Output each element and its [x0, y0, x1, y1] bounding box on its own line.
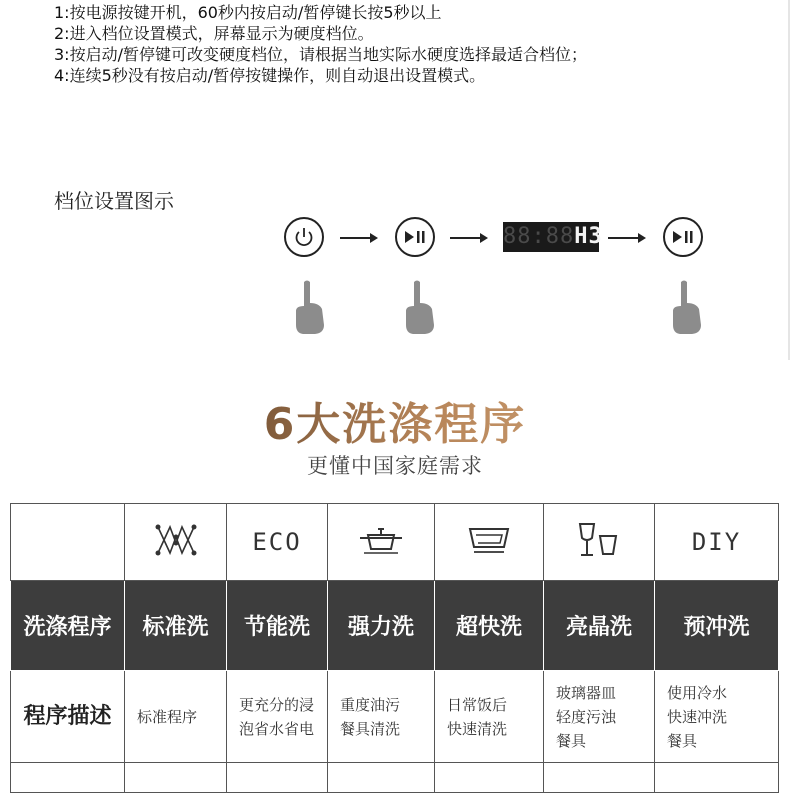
pointing-hand-icon	[293, 279, 327, 335]
program-name-row	[11, 581, 779, 671]
row-label-program: 洗涤程序	[11, 581, 125, 671]
cropped-cell	[227, 763, 328, 793]
eco-icon	[227, 504, 328, 581]
step-1: 1:按电源按键开机，60秒内按启动/暂停键长按5秒以上	[54, 3, 442, 22]
program-name: 预冲洗	[655, 581, 779, 671]
cropped-cell	[11, 763, 125, 793]
pointing-hand-icon	[670, 279, 704, 335]
cropped-cell	[125, 763, 227, 793]
subheadline: 更懂中国家庭需求	[307, 454, 483, 478]
eco-icon-text: ECO	[252, 528, 302, 556]
program-name: 强力洗	[328, 581, 435, 671]
power-button-icon	[284, 217, 324, 257]
intensive-pot-icon	[328, 504, 435, 581]
desc-line: 标准程序	[137, 707, 198, 726]
desc-line: 玻璃器皿	[556, 683, 617, 702]
glass-icon	[544, 504, 655, 581]
program-desc-row	[11, 671, 779, 763]
pointing-hand-icon	[403, 279, 437, 335]
display-level: H3	[574, 224, 603, 249]
program-desc	[544, 671, 655, 763]
hardness-display	[503, 222, 603, 252]
program-desc	[125, 671, 227, 763]
program-table	[10, 503, 779, 793]
desc-line: 泡省水省电	[239, 719, 315, 738]
step-2: 2:进入档位设置模式，屏幕显示为硬度档位。	[54, 24, 374, 43]
desc-line: 快速清洗	[447, 719, 508, 738]
display-dim-digits: 88:88	[503, 224, 575, 249]
desc-line: 快速冲洗	[667, 707, 728, 726]
desc-line: 餐具	[556, 731, 587, 750]
desc-line: 餐具清洗	[340, 719, 401, 738]
start-pause-button-icon	[395, 217, 435, 257]
row-label-desc: 程序描述	[11, 671, 125, 763]
arrow-right-icon	[340, 237, 372, 239]
instruction-steps	[54, 2, 587, 86]
desc-line: 日常饭后	[447, 695, 508, 714]
program-name: 节能洗	[227, 581, 328, 671]
cropped-cell	[328, 763, 435, 793]
arrow-right-icon	[450, 237, 482, 239]
icon-row	[11, 504, 779, 581]
cropped-cell	[544, 763, 655, 793]
diy-icon-text: DIY	[691, 528, 742, 556]
desc-line: 餐具	[667, 731, 698, 750]
step-3: 3:按启动/暂停键可改变硬度档位，请根据当地实际水硬度选择最适合档位；	[54, 45, 587, 64]
headline: 6大洗涤程序	[0, 388, 790, 452]
diagram-title: 档位设置图示	[54, 189, 174, 213]
program-desc	[435, 671, 544, 763]
program-desc	[655, 671, 779, 763]
program-desc	[227, 671, 328, 763]
program-name: 超快洗	[435, 581, 544, 671]
cropped-cell	[655, 763, 779, 793]
empty-cell	[11, 504, 125, 581]
desc-line: 更充分的浸	[239, 695, 315, 714]
desc-line: 轻度污浊	[556, 707, 617, 726]
arrow-right-icon	[608, 237, 640, 239]
cropped-cell	[435, 763, 544, 793]
program-desc	[328, 671, 435, 763]
standard-wash-icon	[125, 504, 227, 581]
desc-line: 使用冷水	[667, 683, 728, 702]
desc-line: 重度油污	[340, 695, 401, 714]
cropped-row	[11, 763, 779, 793]
start-pause-button-icon	[663, 217, 703, 257]
program-name: 亮晶洗	[544, 581, 655, 671]
program-name: 标准洗	[125, 581, 227, 671]
step-4: 4:连续5秒没有按启动/暂停按键操作，则自动退出设置模式。	[54, 66, 486, 85]
diy-icon	[655, 504, 779, 581]
quick-plate-icon	[435, 504, 544, 581]
